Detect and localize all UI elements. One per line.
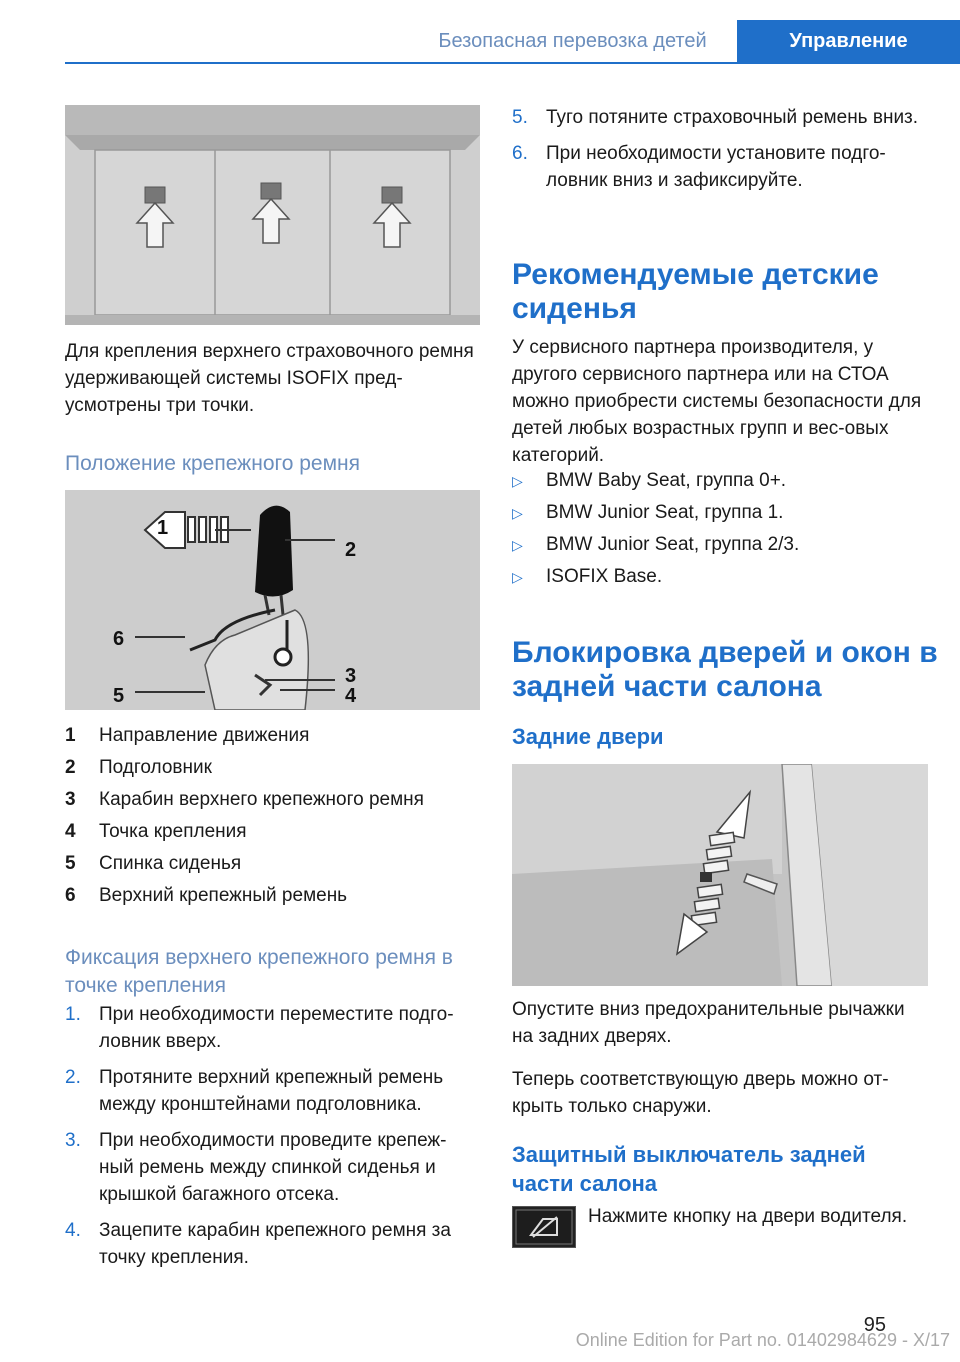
footer-watermark: Online Edition for Part no. 01402984629 - X/17 xyxy=(575,1330,950,1350)
legend-item: 6 Верхний крепежный ремень xyxy=(65,885,348,906)
trunk-anchor-figure xyxy=(65,105,480,325)
step-item: 2. Протяните верхний крепежный ремень между кронштейнами подголовника. xyxy=(65,1067,444,1115)
header-rule xyxy=(65,62,960,64)
triangle-bullet-icon: ▷ xyxy=(512,537,523,553)
legend-item: 1 Направление движения xyxy=(65,725,310,746)
header-section-title: Безопасная перевозка детей xyxy=(438,29,707,52)
fig-label-1: 1 xyxy=(157,517,169,539)
door-open-paragraph: Теперь соответствующую дверь можно от‐крыть только снаружи. xyxy=(512,1069,889,1117)
header-chapter-tab[interactable]: Управление xyxy=(737,20,960,62)
intro-paragraph: Для крепления верхнего страховочного ремня удерживающей системы ISOFIX пред‐усмотрены три точки. xyxy=(65,341,474,416)
section-heading-strap-position: Положение крепежного ремня xyxy=(65,452,360,475)
rear-door-figure xyxy=(512,764,928,986)
lever-paragraph: Опустите вниз предохранительные рычажки на задних дверях. xyxy=(512,999,905,1047)
step-item: 1. При необходимости переместите подго‐ловник вверх. xyxy=(65,1004,454,1052)
triangle-bullet-icon: ▷ xyxy=(512,473,523,489)
strap-position-figure xyxy=(65,490,480,710)
headrest-illustration xyxy=(65,490,480,710)
page-number: 95 xyxy=(863,1314,886,1336)
step-item: 4. Зацепите карабин крепежного ремня за точку крепления. xyxy=(65,1220,451,1268)
legend-item: 2 Подголовник xyxy=(65,757,212,778)
section-title-recommended-seats: Рекомендуемые детские сиденья xyxy=(512,258,879,325)
section-heading-strap-fixing: Фиксация верхнего крепежного ремня в точке крепления xyxy=(65,946,453,997)
step-item: 6. При необходимости установите подго‐ловник вниз и зафиксируйте. xyxy=(512,143,886,191)
window-lock-button-icon xyxy=(512,1206,576,1248)
legend-item: 3 Карабин верхнего крепежного ремня xyxy=(65,789,424,810)
fixing-steps xyxy=(65,1001,480,1280)
triangle-bullet-icon: ▷ xyxy=(512,505,523,521)
fig-label-3: 3 xyxy=(345,665,357,687)
fig-label-5: 5 xyxy=(113,685,125,707)
seat-list xyxy=(512,469,928,597)
fig-label-6: 6 xyxy=(113,628,125,650)
triangle-bullet-icon: ▷ xyxy=(512,569,523,585)
switch-paragraph: Нажмите кнопку на двери водителя. xyxy=(588,1206,908,1227)
recommended-paragraph: У сервисного партнера производителя, у другого сервисного партнера или на СТОА можно приобрести системы безопасности для детей любых возрастных групп и вес‐овых категорий. xyxy=(512,337,922,466)
step-item: 3. При необходимости проведите крепеж‐ный ремень между спинкой сиденья и крышкой багажного отсека. xyxy=(65,1130,447,1205)
figure-legend xyxy=(65,724,480,916)
legend-item: 5 Спинка сиденья xyxy=(65,853,242,874)
seat-list-item: ▷ BMW Junior Seat, группа 1. xyxy=(512,501,928,533)
legend-item: 4 Точка крепления xyxy=(65,821,247,842)
fig-label-4: 4 xyxy=(345,685,357,707)
seat-list-item: ▷ BMW Junior Seat, группа 2/3. xyxy=(512,533,928,565)
seat-list-item: ▷ ISOFIX Base. xyxy=(512,565,928,597)
section-heading-safety-switch: Защитный выключатель задней части салона xyxy=(512,1142,866,1196)
step-item: 5. Туго потяните страховочный ремень вниз. xyxy=(512,107,919,128)
door-lever-illustration xyxy=(512,764,928,986)
section-title-door-lock: Блокировка дверей и окон в задней части салона xyxy=(512,636,938,703)
fixing-steps-cont xyxy=(512,104,928,203)
seat-list-item: ▷ BMW Baby Seat, группа 0+. xyxy=(512,469,928,501)
fig-label-2: 2 xyxy=(345,539,357,561)
page-footer xyxy=(0,1314,960,1360)
section-heading-rear-doors: Задние двери xyxy=(512,724,664,749)
trunk-illustration xyxy=(65,105,480,325)
